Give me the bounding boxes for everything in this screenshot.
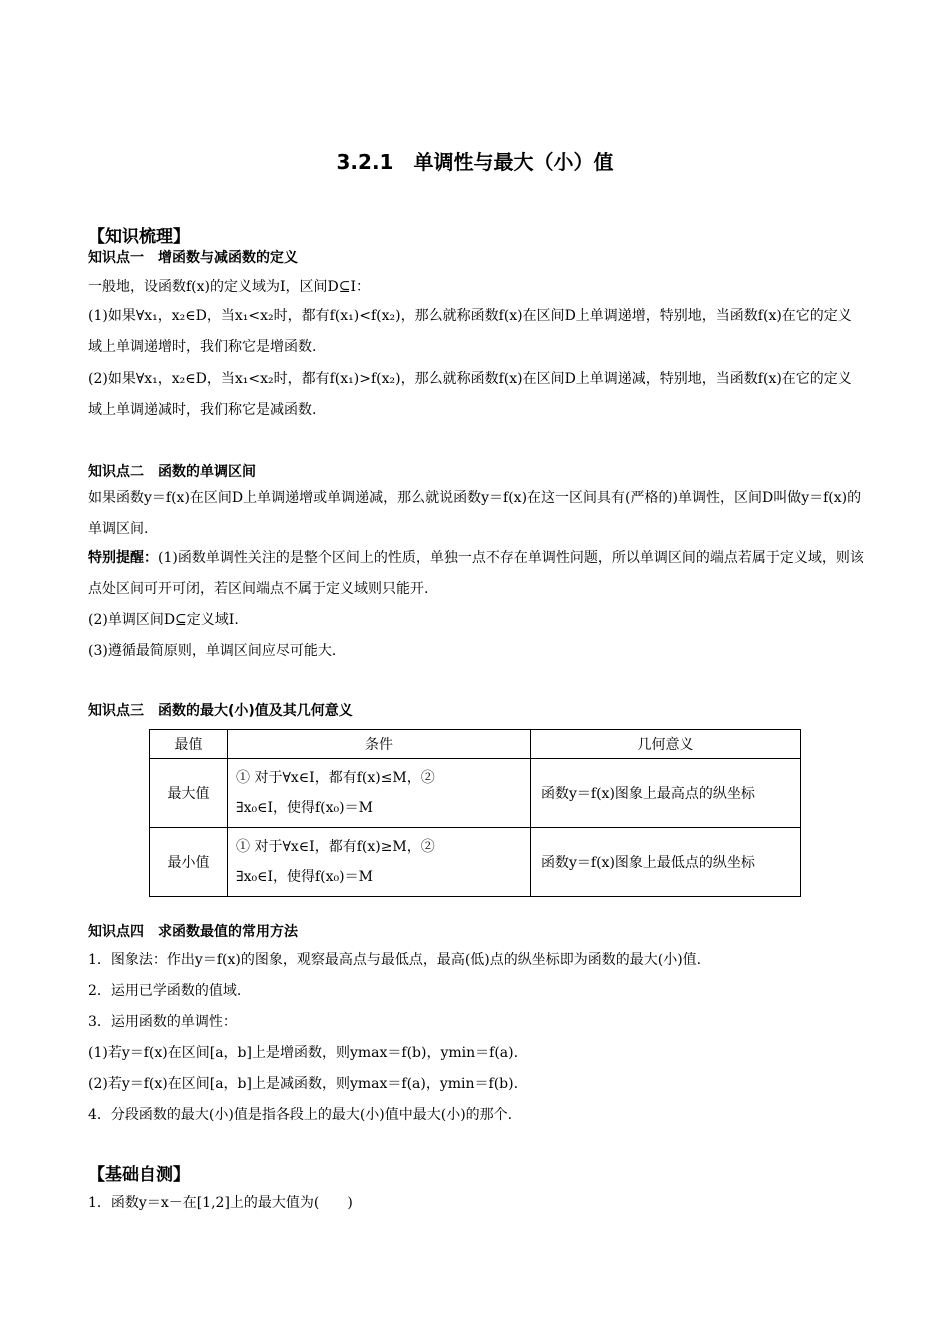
kp2-tip-2: (2)单调区间D⊆定义域I. [88, 612, 239, 628]
kp2-paragraph: 如果函数y＝f(x)在区间D上单调递增或单调递减，那么就说函数y＝f(x)在这一区间具有(严格的)单调性，区间D叫做y＝f(x)的单调区间. [88, 490, 862, 537]
table-row [150, 828, 801, 897]
kp1-intro: 一般地，设函数f(x)的定义域为I，区间D⊆I： [88, 279, 371, 295]
table-header-cell: 几何意义 [531, 730, 801, 759]
table-header-cell: 条件 [228, 730, 531, 759]
kp4-line-6: 4．分段函数的最大(小)值是指各段上的最大(小)值中最大(小)的那个. [88, 1107, 513, 1123]
question-1: 1．函数y＝x－在[1,2]上的最大值为( ) [88, 1195, 353, 1211]
table-cell-name: 最大值 [150, 759, 228, 828]
kp4-line-5: (2)若y＝f(x)在区间[a，b]上是减函数，则ymax＝f(a)，ymin＝f(b). [88, 1076, 519, 1092]
kp4-line-3: 3．运用函数的单调性： [88, 1014, 237, 1030]
knowledge-point-1-heading: 知识点一 增函数与减函数的定义 [88, 250, 298, 266]
kp2-tip-3: (3)遵循最简原则，单调区间应尽可能大. [88, 643, 337, 659]
extreme-value-table [149, 729, 801, 897]
condition-line: ∃x₀∈I，使得f(x₀)＝M [236, 800, 373, 816]
kp2-tip [88, 543, 864, 605]
table-header-row [150, 730, 801, 759]
tip-label: 特别提醒： [88, 550, 158, 566]
knowledge-point-2-heading: 知识点二 函数的单调区间 [88, 464, 256, 480]
table-cell-name: 最小值 [150, 828, 228, 897]
section-heading-self-test: 【基础自测】 [88, 1165, 190, 1185]
kp4-line-4: (1)若y＝f(x)在区间[a，b]上是增函数，则ymax＝f(b)，ymin＝f(a). [88, 1045, 519, 1061]
kp1-paragraph-1: (1)如果∀x₁，x₂∈D，当x₁<x₂时，都有f(x₁)<f(x₂)，那么就称函数f(x)在区间D上单调递增，特别地，当函数f(x)在它的定义域上单调递增时，我们称它是增函数. [88, 308, 852, 355]
tip-1: (1)函数单调性关注的是整个区间上的性质，单独一点不存在单调性问题，所以单调区间的端点若属于定义域，则该点处区间可开可闭，若区间端点不属于定义域则只能开. [88, 550, 864, 597]
table-cell-geometry: 函数y＝f(x)图象上最低点的纵坐标 [531, 828, 801, 897]
condition-line: ① 对于∀x∈I，都有f(x)≤M，② [236, 770, 435, 786]
table-header-cell: 最值 [150, 730, 228, 759]
kp1-paragraph-2: (2)如果∀x₁，x₂∈D，当x₁<x₂时，都有f(x₁)>f(x₂)，那么就称函数f(x)在区间D上单调递减，特别地，当函数f(x)在它的定义域上单调递减时，我们称它是减函数. [88, 371, 852, 418]
knowledge-point-4-heading: 知识点四 求函数最值的常用方法 [88, 924, 298, 940]
kp4-line-1: 1．图象法：作出y＝f(x)的图象，观察最高点与最低点，最高(低)点的纵坐标即为函数的最大(小)值. [88, 952, 702, 968]
table-cell-condition [228, 759, 531, 828]
condition-line: ① 对于∀x∈I，都有f(x)≥M，② [236, 839, 435, 855]
table-row [150, 759, 801, 828]
kp4-line-2: 2．运用已学函数的值域. [88, 983, 242, 999]
knowledge-point-3-heading: 知识点三 函数的最大(小)值及其几何意义 [88, 703, 353, 719]
section-heading-knowledge: 【知识梳理】 [88, 227, 190, 247]
condition-line: ∃x₀∈I，使得f(x₀)＝M [236, 869, 373, 885]
table-cell-condition [228, 828, 531, 897]
page-title: 3.2.1 单调性与最大（小）值 [336, 150, 614, 174]
table-cell-geometry: 函数y＝f(x)图象上最高点的纵坐标 [531, 759, 801, 828]
